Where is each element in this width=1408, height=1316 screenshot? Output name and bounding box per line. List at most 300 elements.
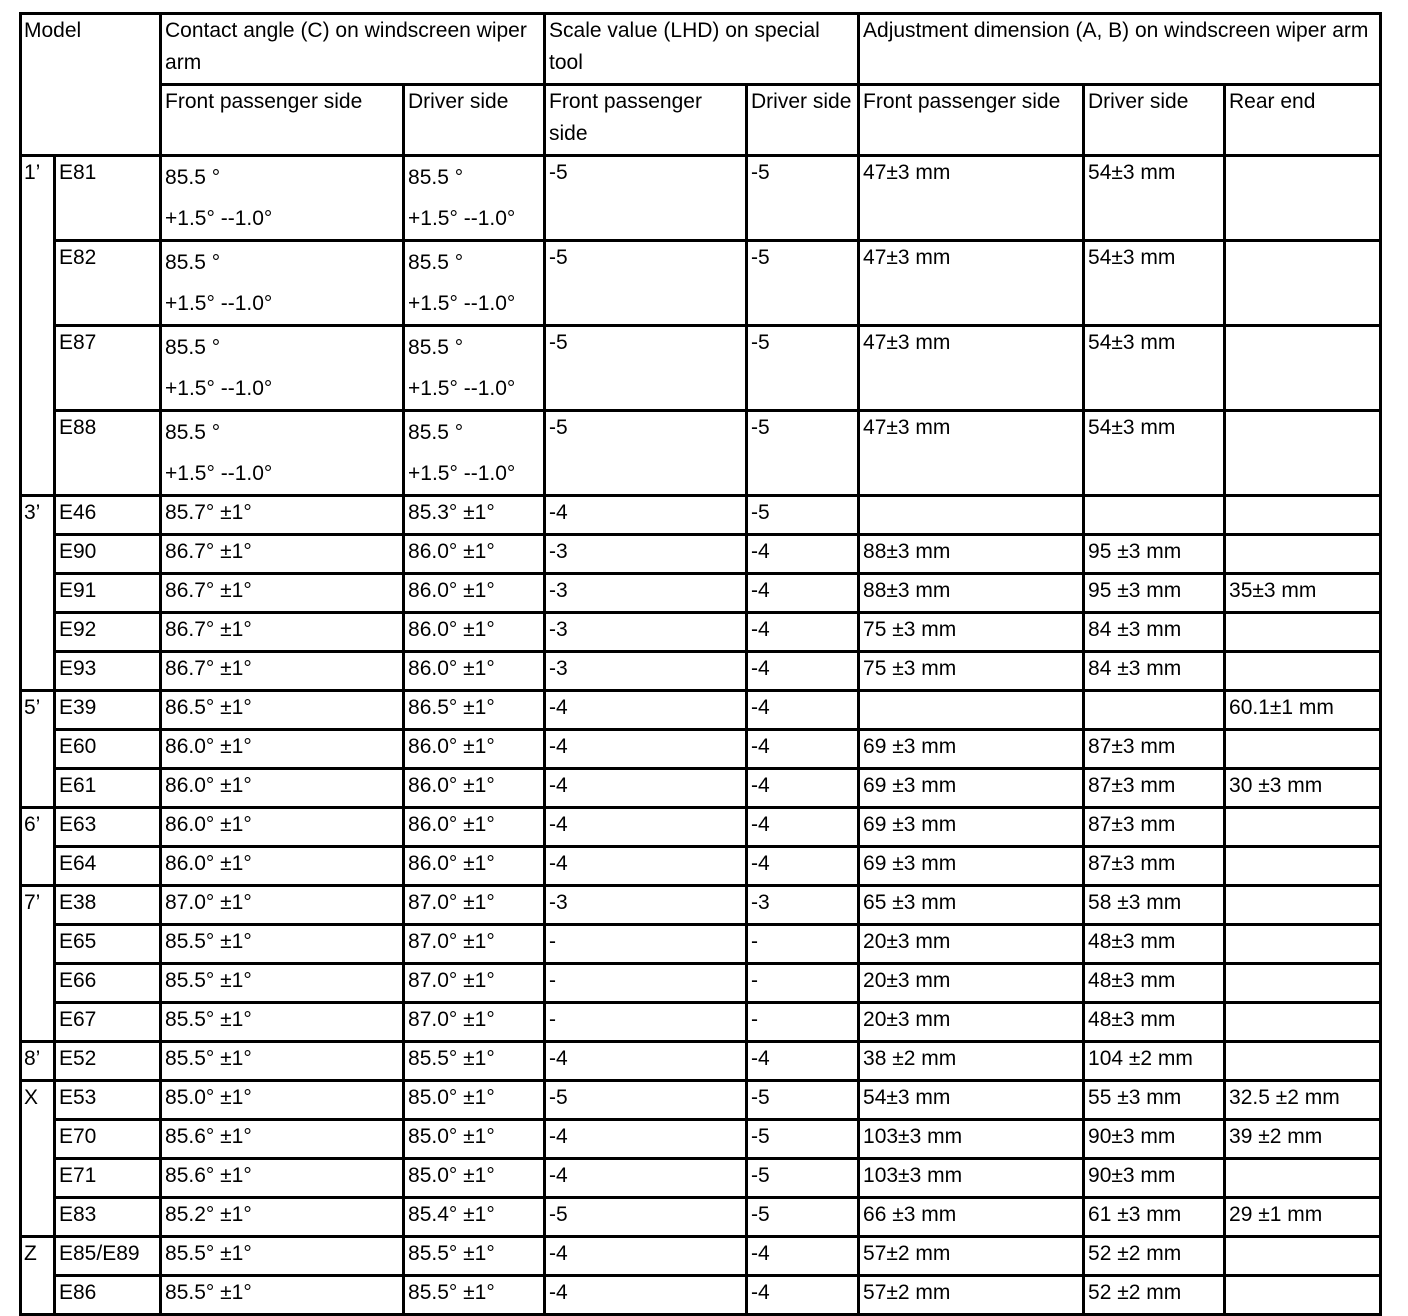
- adjustment-driver-cell: 54±3 mm: [1084, 156, 1225, 241]
- table-row: [21, 156, 1381, 241]
- adjustment-front-passenger-cell: [859, 496, 1084, 535]
- adjustment-front-passenger-cell: [859, 691, 1084, 730]
- model-code-cell: E92: [55, 613, 161, 652]
- angle-value-line: +1.5° --1.0°: [408, 207, 516, 230]
- angle-value-line: 85.5° ±1°: [165, 969, 252, 992]
- contact-angle-driver-cell: [404, 1276, 545, 1315]
- table-row: [21, 691, 1381, 730]
- scale-driver-cell: -5: [747, 156, 859, 241]
- angle-value-line: 86.0° ±1°: [408, 735, 495, 758]
- adjustment-driver-cell: 58 ±3 mm: [1084, 886, 1225, 925]
- contact-angle-front-passenger-cell: [161, 535, 404, 574]
- angle-value-line: 85.5° ±1°: [165, 1008, 252, 1031]
- model-code-cell: E46: [55, 496, 161, 535]
- angle-value-line: +1.5° --1.0°: [408, 462, 516, 485]
- angle-value-line: 86.0° ±1°: [408, 540, 495, 563]
- adjustment-driver-cell: 52 ±2 mm: [1084, 1237, 1225, 1276]
- adjustment-rear-end-cell: [1225, 1003, 1381, 1042]
- model-code-cell: E71: [55, 1159, 161, 1198]
- contact-angle-front-passenger-cell: [161, 1003, 404, 1042]
- angle-value-line: 85.4° ±1°: [408, 1203, 495, 1226]
- scale-driver-cell: -4: [747, 1237, 859, 1276]
- contact-angle-front-passenger-cell: [161, 691, 404, 730]
- contact-angle-driver-cell: [404, 156, 545, 241]
- angle-value-line: +1.5° --1.0°: [165, 207, 273, 230]
- angle-value-line: 85.5° ±1°: [408, 1047, 495, 1070]
- series-cell: X: [21, 1081, 55, 1237]
- header-adjustment-dimension: Adjustment dimension (A, B) on windscreen wiper arm: [859, 14, 1381, 85]
- table-row: [21, 652, 1381, 691]
- scale-driver-cell: -4: [747, 652, 859, 691]
- contact-angle-front-passenger-cell: [161, 925, 404, 964]
- contact-angle-front-passenger-cell: [161, 326, 404, 411]
- angle-value-line: 86.0° ±1°: [165, 774, 252, 797]
- table-header: [21, 14, 1381, 156]
- model-code-cell: E39: [55, 691, 161, 730]
- contact-angle-front-passenger-cell: [161, 769, 404, 808]
- adjustment-driver-cell: 61 ±3 mm: [1084, 1198, 1225, 1237]
- header-scale-driver: Driver side: [747, 85, 859, 156]
- adjustment-driver-cell: 52 ±2 mm: [1084, 1276, 1225, 1315]
- scale-front-passenger-cell: -4: [545, 808, 747, 847]
- angle-value-line: 86.7° ±1°: [165, 540, 252, 563]
- adjustment-driver-cell: 104 ±2 mm: [1084, 1042, 1225, 1081]
- angle-value-line: +1.5° --1.0°: [165, 377, 273, 400]
- adjustment-driver-cell: 54±3 mm: [1084, 411, 1225, 496]
- adjustment-driver-cell: 90±3 mm: [1084, 1159, 1225, 1198]
- scale-front-passenger-cell: -3: [545, 613, 747, 652]
- adjustment-rear-end-cell: [1225, 156, 1381, 241]
- table-row: [21, 1081, 1381, 1120]
- scale-driver-cell: -3: [747, 886, 859, 925]
- header-scale-front-passenger: Front passenger side: [545, 85, 747, 156]
- angle-value-line: 85.5 °: [408, 421, 464, 444]
- scale-driver-cell: -4: [747, 691, 859, 730]
- angle-value-line: 86.0° ±1°: [165, 735, 252, 758]
- adjustment-driver-cell: 87±3 mm: [1084, 769, 1225, 808]
- angle-value-line: 85.0° ±1°: [408, 1164, 495, 1187]
- angle-value-line: 86.7° ±1°: [165, 618, 252, 641]
- contact-angle-driver-cell: [404, 1042, 545, 1081]
- scale-front-passenger-cell: -4: [545, 1120, 747, 1159]
- model-code-cell: E38: [55, 886, 161, 925]
- adjustment-front-passenger-cell: 75 ±3 mm: [859, 613, 1084, 652]
- angle-value-line: 86.0° ±1°: [408, 852, 495, 875]
- table-row: [21, 1003, 1381, 1042]
- contact-angle-front-passenger-cell: [161, 496, 404, 535]
- header-model: Model: [21, 14, 161, 156]
- scale-driver-cell: -5: [747, 1120, 859, 1159]
- angle-value-line: 86.5° ±1°: [408, 696, 495, 719]
- angle-value-line: 85.5° ±1°: [165, 1281, 252, 1304]
- adjustment-driver-cell: 87±3 mm: [1084, 730, 1225, 769]
- adjustment-front-passenger-cell: 69 ±3 mm: [859, 769, 1084, 808]
- series-cell: 8’: [21, 1042, 55, 1081]
- scale-driver-cell: -5: [747, 326, 859, 411]
- model-code-cell: E82: [55, 241, 161, 326]
- angle-value-line: 85.0° ±1°: [408, 1125, 495, 1148]
- model-code-cell: E67: [55, 1003, 161, 1042]
- angle-value-line: +1.5° --1.0°: [165, 462, 273, 485]
- adjustment-rear-end-cell: [1225, 613, 1381, 652]
- scale-driver-cell: -4: [747, 535, 859, 574]
- scale-driver-cell: -4: [747, 847, 859, 886]
- angle-value-line: 85.0° ±1°: [408, 1086, 495, 1109]
- adjustment-rear-end-cell: [1225, 326, 1381, 411]
- adjustment-rear-end-cell: [1225, 1159, 1381, 1198]
- adjustment-rear-end-cell: [1225, 847, 1381, 886]
- angle-value-line: 87.0° ±1°: [408, 930, 495, 953]
- table-row: [21, 847, 1381, 886]
- table-row: [21, 1120, 1381, 1159]
- scale-front-passenger-cell: -: [545, 964, 747, 1003]
- adjustment-rear-end-cell: [1225, 1042, 1381, 1081]
- model-code-cell: E86: [55, 1276, 161, 1315]
- adjustment-driver-cell: 48±3 mm: [1084, 925, 1225, 964]
- scale-driver-cell: -5: [747, 496, 859, 535]
- angle-value-line: 86.0° ±1°: [408, 579, 495, 602]
- contact-angle-front-passenger-cell: [161, 1042, 404, 1081]
- adjustment-rear-end-cell: [1225, 886, 1381, 925]
- adjustment-front-passenger-cell: 20±3 mm: [859, 1003, 1084, 1042]
- contact-angle-driver-cell: [404, 808, 545, 847]
- contact-angle-front-passenger-cell: [161, 1120, 404, 1159]
- table-row: [21, 326, 1381, 411]
- contact-angle-driver-cell: [404, 1120, 545, 1159]
- header-row-2: [21, 85, 1381, 156]
- angle-value-line: +1.5° --1.0°: [165, 292, 273, 315]
- contact-angle-driver-cell: [404, 886, 545, 925]
- adjustment-front-passenger-cell: 75 ±3 mm: [859, 652, 1084, 691]
- scale-driver-cell: -5: [747, 1198, 859, 1237]
- adjustment-rear-end-cell: 30 ±3 mm: [1225, 769, 1381, 808]
- scale-front-passenger-cell: -: [545, 1003, 747, 1042]
- contact-angle-front-passenger-cell: [161, 1081, 404, 1120]
- contact-angle-front-passenger-cell: [161, 964, 404, 1003]
- model-code-cell: E87: [55, 326, 161, 411]
- adjustment-rear-end-cell: 29 ±1 mm: [1225, 1198, 1381, 1237]
- model-code-cell: E70: [55, 1120, 161, 1159]
- contact-angle-driver-cell: [404, 964, 545, 1003]
- contact-angle-front-passenger-cell: [161, 156, 404, 241]
- contact-angle-front-passenger-cell: [161, 1198, 404, 1237]
- angle-value-line: +1.5° --1.0°: [408, 292, 516, 315]
- contact-angle-driver-cell: [404, 847, 545, 886]
- model-code-cell: E65: [55, 925, 161, 964]
- adjustment-front-passenger-cell: 20±3 mm: [859, 925, 1084, 964]
- contact-angle-driver-cell: [404, 496, 545, 535]
- angle-value-line: +1.5° --1.0°: [408, 377, 516, 400]
- table-row: [21, 1237, 1381, 1276]
- header-adj-front-passenger: Front passenger side: [859, 85, 1084, 156]
- angle-value-line: 85.5 °: [408, 251, 464, 274]
- scale-front-passenger-cell: -4: [545, 1237, 747, 1276]
- scale-front-passenger-cell: -4: [545, 769, 747, 808]
- scale-driver-cell: -4: [747, 1276, 859, 1315]
- scale-driver-cell: -4: [747, 574, 859, 613]
- angle-value-line: 85.5° ±1°: [408, 1242, 495, 1265]
- adjustment-driver-cell: 54±3 mm: [1084, 241, 1225, 326]
- angle-value-line: 86.0° ±1°: [165, 852, 252, 875]
- contact-angle-driver-cell: [404, 730, 545, 769]
- adjustment-rear-end-cell: 39 ±2 mm: [1225, 1120, 1381, 1159]
- adjustment-driver-cell: 84 ±3 mm: [1084, 613, 1225, 652]
- scale-front-passenger-cell: -3: [545, 535, 747, 574]
- model-code-cell: E64: [55, 847, 161, 886]
- table-row: [21, 925, 1381, 964]
- table-row: [21, 496, 1381, 535]
- contact-angle-driver-cell: [404, 652, 545, 691]
- contact-angle-front-passenger-cell: [161, 241, 404, 326]
- table-row: [21, 241, 1381, 326]
- angle-value-line: 85.5° ±1°: [408, 1281, 495, 1304]
- adjustment-driver-cell: 54±3 mm: [1084, 326, 1225, 411]
- table-row: [21, 1276, 1381, 1315]
- model-code-cell: E53: [55, 1081, 161, 1120]
- adjustment-rear-end-cell: [1225, 535, 1381, 574]
- model-code-cell: E81: [55, 156, 161, 241]
- angle-value-line: 85.5° ±1°: [165, 1242, 252, 1265]
- table-row: [21, 411, 1381, 496]
- adjustment-front-passenger-cell: 47±3 mm: [859, 241, 1084, 326]
- angle-value-line: 85.6° ±1°: [165, 1125, 252, 1148]
- scale-front-passenger-cell: -4: [545, 730, 747, 769]
- contact-angle-front-passenger-cell: [161, 847, 404, 886]
- scale-front-passenger-cell: -5: [545, 411, 747, 496]
- contact-angle-driver-cell: [404, 1081, 545, 1120]
- angle-value-line: 86.0° ±1°: [408, 657, 495, 680]
- model-code-cell: E52: [55, 1042, 161, 1081]
- scale-driver-cell: -: [747, 1003, 859, 1042]
- adjustment-front-passenger-cell: 38 ±2 mm: [859, 1042, 1084, 1081]
- contact-angle-driver-cell: [404, 574, 545, 613]
- angle-value-line: 85.7° ±1°: [165, 501, 252, 524]
- table-row: [21, 1159, 1381, 1198]
- adjustment-front-passenger-cell: 103±3 mm: [859, 1159, 1084, 1198]
- scale-front-passenger-cell: -5: [545, 241, 747, 326]
- contact-angle-front-passenger-cell: [161, 1237, 404, 1276]
- angle-value-line: 85.0° ±1°: [165, 1086, 252, 1109]
- adjustment-rear-end-cell: [1225, 730, 1381, 769]
- angle-value-line: 86.0° ±1°: [408, 774, 495, 797]
- table-row: [21, 964, 1381, 1003]
- adjustment-driver-cell: 48±3 mm: [1084, 1003, 1225, 1042]
- angle-value-line: 85.5° ±1°: [165, 1047, 252, 1070]
- table-row: [21, 769, 1381, 808]
- contact-angle-driver-cell: [404, 613, 545, 652]
- model-code-cell: E66: [55, 964, 161, 1003]
- header-scale-value: Scale value (LHD) on special tool: [545, 14, 859, 85]
- scale-driver-cell: -4: [747, 613, 859, 652]
- adjustment-rear-end-cell: [1225, 652, 1381, 691]
- table-row: [21, 1042, 1381, 1081]
- contact-angle-front-passenger-cell: [161, 808, 404, 847]
- adjustment-front-passenger-cell: 57±2 mm: [859, 1237, 1084, 1276]
- angle-value-line: 86.0° ±1°: [408, 813, 495, 836]
- angle-value-line: 85.2° ±1°: [165, 1203, 252, 1226]
- adjustment-rear-end-cell: [1225, 964, 1381, 1003]
- angle-value-line: 85.5 °: [165, 336, 221, 359]
- contact-angle-front-passenger-cell: [161, 652, 404, 691]
- contact-angle-front-passenger-cell: [161, 411, 404, 496]
- scale-driver-cell: -5: [747, 1081, 859, 1120]
- contact-angle-driver-cell: [404, 1159, 545, 1198]
- adjustment-front-passenger-cell: 66 ±3 mm: [859, 1198, 1084, 1237]
- model-code-cell: E61: [55, 769, 161, 808]
- angle-value-line: 85.5 °: [165, 421, 221, 444]
- scale-driver-cell: -4: [747, 730, 859, 769]
- adjustment-rear-end-cell: [1225, 496, 1381, 535]
- table-row: [21, 886, 1381, 925]
- adjustment-front-passenger-cell: 47±3 mm: [859, 326, 1084, 411]
- series-cell: 6’: [21, 808, 55, 886]
- series-cell: 7’: [21, 886, 55, 1042]
- angle-value-line: 87.0° ±1°: [165, 891, 252, 914]
- model-code-cell: E88: [55, 411, 161, 496]
- angle-value-line: 85.3° ±1°: [408, 501, 495, 524]
- adjustment-driver-cell: 95 ±3 mm: [1084, 574, 1225, 613]
- adjustment-front-passenger-cell: 57±2 mm: [859, 1276, 1084, 1315]
- contact-angle-driver-cell: [404, 535, 545, 574]
- angle-value-line: 85.6° ±1°: [165, 1164, 252, 1187]
- adjustment-rear-end-cell: [1225, 241, 1381, 326]
- adjustment-rear-end-cell: [1225, 411, 1381, 496]
- adjustment-rear-end-cell: 60.1±1 mm: [1225, 691, 1381, 730]
- scale-driver-cell: -5: [747, 411, 859, 496]
- adjustment-driver-cell: [1084, 496, 1225, 535]
- angle-value-line: 85.5° ±1°: [165, 930, 252, 953]
- angle-value-line: 85.5 °: [408, 336, 464, 359]
- series-cell: 3’: [21, 496, 55, 691]
- angle-value-line: 86.5° ±1°: [165, 696, 252, 719]
- table-body: [21, 156, 1381, 1315]
- adjustment-front-passenger-cell: 69 ±3 mm: [859, 730, 1084, 769]
- scale-front-passenger-cell: -: [545, 925, 747, 964]
- contact-angle-driver-cell: [404, 925, 545, 964]
- adjustment-rear-end-cell: 32.5 ±2 mm: [1225, 1081, 1381, 1120]
- scale-driver-cell: -4: [747, 769, 859, 808]
- adjustment-front-passenger-cell: 47±3 mm: [859, 411, 1084, 496]
- scale-driver-cell: -4: [747, 808, 859, 847]
- contact-angle-front-passenger-cell: [161, 1276, 404, 1315]
- header-angle-front-passenger: Front passenger side: [161, 85, 404, 156]
- angle-value-line: 87.0° ±1°: [408, 969, 495, 992]
- model-code-cell: E93: [55, 652, 161, 691]
- adjustment-front-passenger-cell: 88±3 mm: [859, 535, 1084, 574]
- angle-value-line: 86.0° ±1°: [408, 618, 495, 641]
- scale-front-passenger-cell: -3: [545, 886, 747, 925]
- contact-angle-front-passenger-cell: [161, 730, 404, 769]
- model-code-cell: E91: [55, 574, 161, 613]
- adjustment-rear-end-cell: [1225, 925, 1381, 964]
- contact-angle-driver-cell: [404, 326, 545, 411]
- contact-angle-front-passenger-cell: [161, 1159, 404, 1198]
- contact-angle-driver-cell: [404, 241, 545, 326]
- scale-front-passenger-cell: -4: [545, 847, 747, 886]
- scale-driver-cell: -: [747, 964, 859, 1003]
- angle-value-line: 85.5 °: [165, 166, 221, 189]
- wiper-adjustment-table: [19, 12, 1382, 1316]
- scale-front-passenger-cell: -3: [545, 652, 747, 691]
- adjustment-rear-end-cell: [1225, 1276, 1381, 1315]
- header-row-1: [21, 14, 1381, 85]
- adjustment-front-passenger-cell: 69 ±3 mm: [859, 808, 1084, 847]
- adjustment-front-passenger-cell: 54±3 mm: [859, 1081, 1084, 1120]
- scale-driver-cell: -: [747, 925, 859, 964]
- contact-angle-driver-cell: [404, 411, 545, 496]
- table-row: [21, 535, 1381, 574]
- adjustment-front-passenger-cell: 69 ±3 mm: [859, 847, 1084, 886]
- adjustment-rear-end-cell: [1225, 1237, 1381, 1276]
- scale-driver-cell: -4: [747, 1042, 859, 1081]
- angle-value-line: 86.7° ±1°: [165, 579, 252, 602]
- series-cell: Z: [21, 1237, 55, 1315]
- angle-value-line: 86.7° ±1°: [165, 657, 252, 680]
- adjustment-driver-cell: 87±3 mm: [1084, 847, 1225, 886]
- series-cell: 5’: [21, 691, 55, 808]
- scale-front-passenger-cell: -5: [545, 1198, 747, 1237]
- model-code-cell: E63: [55, 808, 161, 847]
- scale-front-passenger-cell: -4: [545, 1276, 747, 1315]
- table-row: [21, 808, 1381, 847]
- contact-angle-driver-cell: [404, 1003, 545, 1042]
- table-row: [21, 574, 1381, 613]
- contact-angle-front-passenger-cell: [161, 574, 404, 613]
- scale-front-passenger-cell: -3: [545, 574, 747, 613]
- header-angle-driver: Driver side: [404, 85, 545, 156]
- header-adj-driver: Driver side: [1084, 85, 1225, 156]
- contact-angle-driver-cell: [404, 1237, 545, 1276]
- contact-angle-front-passenger-cell: [161, 613, 404, 652]
- header-rear-end: Rear end: [1225, 85, 1381, 156]
- model-code-cell: E83: [55, 1198, 161, 1237]
- header-contact-angle: Contact angle (C) on windscreen wiper arm: [161, 14, 545, 85]
- angle-value-line: 86.0° ±1°: [165, 813, 252, 836]
- adjustment-front-passenger-cell: 65 ±3 mm: [859, 886, 1084, 925]
- angle-value-line: 85.5 °: [165, 251, 221, 274]
- model-code-cell: E60: [55, 730, 161, 769]
- angle-value-line: 87.0° ±1°: [408, 1008, 495, 1031]
- adjustment-rear-end-cell: [1225, 808, 1381, 847]
- adjustment-driver-cell: 84 ±3 mm: [1084, 652, 1225, 691]
- adjustment-driver-cell: 90±3 mm: [1084, 1120, 1225, 1159]
- series-cell: 1’: [21, 156, 55, 496]
- model-code-cell: E85/E89: [55, 1237, 161, 1276]
- adjustment-driver-cell: 48±3 mm: [1084, 964, 1225, 1003]
- adjustment-driver-cell: 87±3 mm: [1084, 808, 1225, 847]
- adjustment-front-passenger-cell: 103±3 mm: [859, 1120, 1084, 1159]
- adjustment-front-passenger-cell: 47±3 mm: [859, 156, 1084, 241]
- adjustment-front-passenger-cell: 88±3 mm: [859, 574, 1084, 613]
- table-row: [21, 730, 1381, 769]
- scale-front-passenger-cell: -5: [545, 156, 747, 241]
- contact-angle-driver-cell: [404, 691, 545, 730]
- scale-front-passenger-cell: -5: [545, 1081, 747, 1120]
- angle-value-line: 87.0° ±1°: [408, 891, 495, 914]
- adjustment-driver-cell: 95 ±3 mm: [1084, 535, 1225, 574]
- contact-angle-front-passenger-cell: [161, 886, 404, 925]
- table-row: [21, 613, 1381, 652]
- adjustment-rear-end-cell: 35±3 mm: [1225, 574, 1381, 613]
- scale-front-passenger-cell: -4: [545, 691, 747, 730]
- adjustment-driver-cell: 55 ±3 mm: [1084, 1081, 1225, 1120]
- model-code-cell: E90: [55, 535, 161, 574]
- scale-driver-cell: -5: [747, 241, 859, 326]
- scale-front-passenger-cell: -4: [545, 1159, 747, 1198]
- angle-value-line: 85.5 °: [408, 166, 464, 189]
- contact-angle-driver-cell: [404, 769, 545, 808]
- adjustment-driver-cell: [1084, 691, 1225, 730]
